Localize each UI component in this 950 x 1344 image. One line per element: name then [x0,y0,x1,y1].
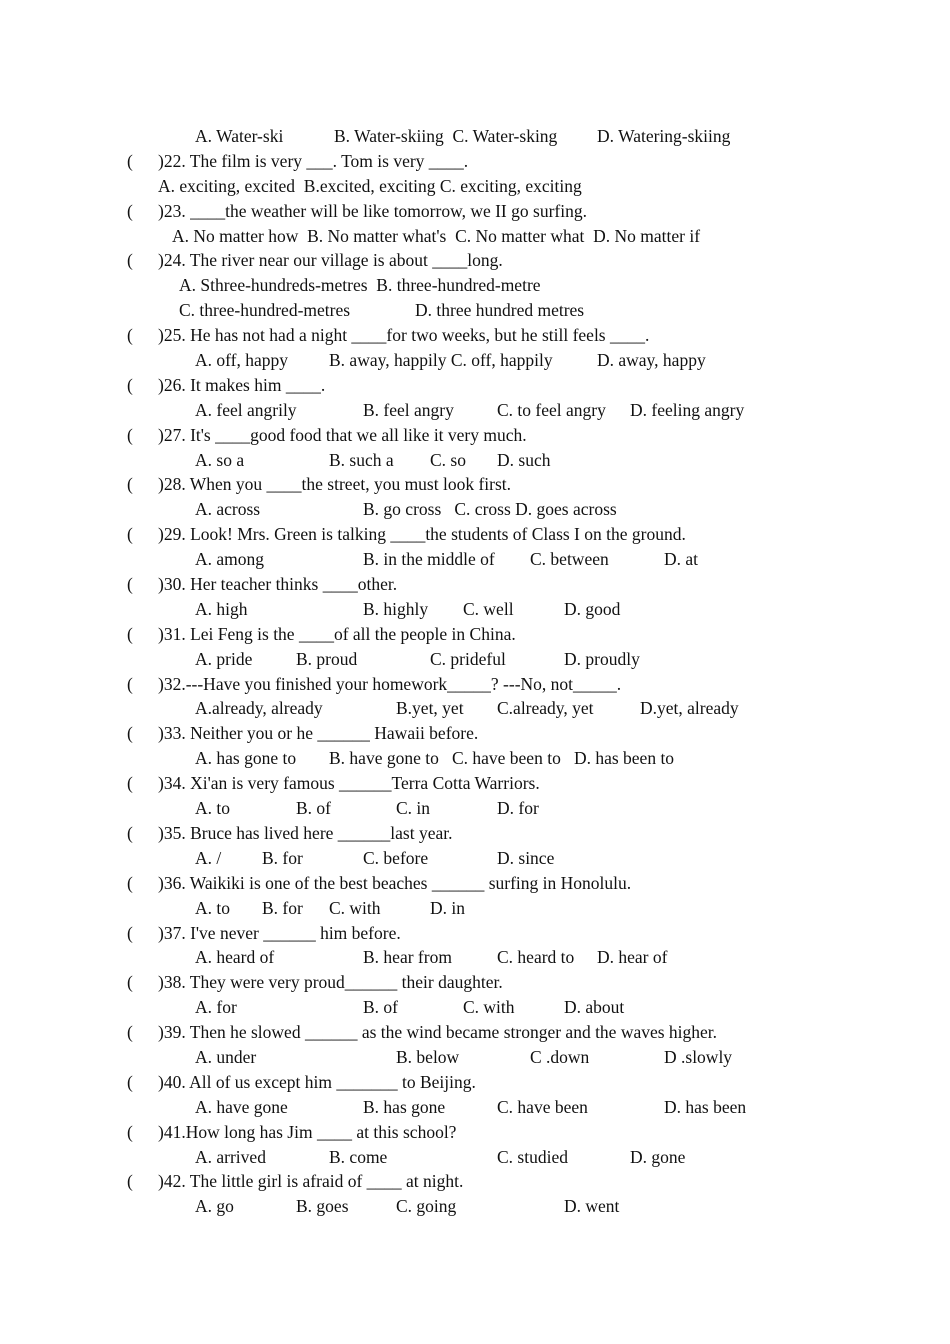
question-line [0,199,950,224]
answer-option: A. go [195,1196,234,1217]
answer-option: D. at [664,549,699,570]
answer-option: B. has gone [363,1096,446,1117]
options-line [0,1095,950,1120]
options-line [0,348,950,373]
answer-paren: ( [127,773,133,794]
options-line [0,746,950,771]
answer-option: D .slowly [664,1046,733,1067]
answer-option: B. for [262,847,303,868]
question-line [0,622,950,647]
question-text: )35. Bruce has lived here ______last year. [158,822,453,843]
answer-option: D. good [564,598,621,619]
question-line [0,373,950,398]
question-line [0,149,950,174]
answer-option: B. go cross C. cross D. goes across [363,499,617,520]
answer-paren: ( [127,524,133,545]
answer-paren: ( [127,922,133,943]
answer-option: A. Sthree-hundreds-metres B. three-hundred-metre [179,275,541,296]
answer-option: C.already, yet [497,698,594,719]
options-line [0,945,950,970]
question-line [0,1020,950,1045]
answer-option: B. highly [363,598,429,619]
options-line [0,995,950,1020]
question-text: )27. It's ____good food that we all like it very much. [158,424,527,445]
answer-option: A. Water-ski [195,126,284,146]
options-line [0,1045,950,1070]
answer-option: D. hear of [597,947,668,968]
options-line [0,273,950,298]
answer-option: A. across [195,499,261,520]
answer-option: B. Water-skiing C. Water-sking [334,126,558,146]
options-line [0,796,950,821]
answer-option: A. heard of [195,947,275,968]
answer-option: A.already, already [195,698,323,719]
answer-option: D. feeling angry [630,399,745,420]
question-text: )34. Xi'an is very famous ______Terra Cotta Warriors. [158,773,540,794]
answer-option: C. studied [497,1146,568,1167]
question-text: )28. When you ____the street, you must look first. [158,474,512,495]
question-text: )36. Waikiki is one of the best beaches ______ surfing in Honolulu. [158,872,632,893]
answer-paren: ( [127,325,133,346]
question-line [0,323,950,348]
answer-option: B. away, happily C. off, happily [329,350,553,371]
question-text: )26. It makes him ____. [158,374,326,395]
answer-option: B. below [396,1046,460,1067]
question-line [0,1120,950,1145]
answer-option: A. arrived [195,1146,266,1167]
answer-option: B. of [296,798,331,819]
answer-option: B. hear from [363,947,452,968]
answer-option: A. pride [195,648,253,669]
question-text: )37. I've never ______ him before. [158,922,401,943]
options-line [0,497,950,522]
answer-option: A. to [195,897,230,918]
answer-option: B. feel angry [363,399,454,420]
answer-paren: ( [127,250,133,271]
answer-option: B. such a [329,449,394,470]
answer-option: D. about [564,997,625,1018]
question-line [0,248,950,273]
answer-option: C. have been [497,1096,588,1117]
question-line [0,1169,950,1194]
answer-option: C. three-hundred-metres [179,300,351,321]
answer-option: A. among [195,549,265,570]
options-line [0,124,950,149]
options-line [0,1145,950,1170]
answer-paren: ( [127,673,133,694]
answer-option: C. prideful [430,648,506,669]
answer-paren: ( [127,872,133,893]
question-line [0,522,950,547]
answer-paren: ( [127,424,133,445]
options-line [0,398,950,423]
answer-option: B. goes [296,1196,349,1217]
question-text: )32.---Have you finished your homework_____? ---No, not_____. [158,673,622,694]
answer-paren: ( [127,1071,133,1092]
answer-option: D. Watering-skiing [597,126,731,146]
answer-option: A. high [195,598,248,619]
answer-paren: ( [127,623,133,644]
answer-option: D. gone [630,1146,686,1167]
answer-paren: ( [127,150,133,171]
answer-option: A. / [195,847,222,868]
options-line [0,1194,950,1219]
options-line [0,846,950,871]
answer-paren: ( [127,1022,133,1043]
answer-option: C. with [463,997,515,1018]
answer-option: C. so [430,449,466,470]
answer-option: A. feel angrily [195,399,297,420]
answer-option: B. of [363,997,398,1018]
answer-option: A. off, happy [195,350,288,371]
question-text: )24. The river near our village is about ____long. [158,250,503,271]
options-line [0,597,950,622]
answer-paren: ( [127,1171,133,1192]
answer-option: C. before [363,847,429,868]
answer-option: C .down [530,1046,590,1067]
options-line [0,896,950,921]
question-text: )40. All of us except him _______ to Beijing. [158,1071,476,1092]
options-line [0,448,950,473]
question-text: )23. ____the weather will be like tomorrow, we II go surfing. [158,200,587,221]
answer-option: A. so a [195,449,245,470]
answer-option: A. for [195,997,237,1018]
answer-option: D. in [430,897,465,918]
answer-option: B. for [262,897,303,918]
answer-option: D. has been [664,1096,747,1117]
answer-option: D. for [497,798,539,819]
question-line [0,821,950,846]
question-line [0,572,950,597]
options-line [0,224,950,249]
answer-paren: ( [127,474,133,495]
question-text: )25. He has not had a night ____for two weeks, but he still feels ____. [158,325,650,346]
options-line [0,647,950,672]
answer-paren: ( [127,374,133,395]
question-text: )41.How long has Jim ____ at this school? [158,1121,457,1142]
question-line [0,721,950,746]
answer-option: D. proudly [564,648,640,669]
question-line [0,921,950,946]
question-text: )39. Then he slowed ______ as the wind became stronger and the waves higher. [158,1022,718,1043]
answer-option: B. in the middle of [363,549,495,570]
answer-option: C. between [530,549,609,570]
answer-option: C. with [329,897,381,918]
answer-option: B. proud [296,648,358,669]
question-text: )31. Lei Feng is the ____of all the people in China. [158,623,516,644]
answer-paren: ( [127,200,133,221]
answer-paren: ( [127,972,133,993]
question-text: )29. Look! Mrs. Green is talking ____the students of Class I on the ground. [158,524,686,545]
answer-option: D. three hundred metres [415,300,585,321]
question-line [0,771,950,796]
answer-option: C. to feel angry [497,399,606,420]
answer-option: C. heard to [497,947,575,968]
answer-option: B.yet, yet [396,698,464,719]
answer-option: A. has gone to [195,748,297,769]
answer-paren: ( [127,723,133,744]
options-line [0,298,950,323]
answer-option: B. come [329,1146,388,1167]
answer-option: D. such [497,449,551,470]
question-text: )33. Neither you or he ______ Hawaii before. [158,723,479,744]
question-line [0,472,950,497]
question-line [0,672,950,697]
answer-option: A. No matter how B. No matter what's C. No matter what D. No matter if [172,225,701,246]
answer-option: C. well [463,598,514,619]
answer-option: A. to [195,798,230,819]
answer-paren: ( [127,574,133,595]
exam-page [0,124,950,1219]
question-line [0,871,950,896]
options-line [0,174,950,199]
options-line [0,547,950,572]
question-line [0,423,950,448]
answer-option: B. have gone to C. have been to D. has been to [329,748,675,769]
answer-option: A. have gone [195,1096,288,1117]
answer-option: C. going [396,1196,457,1217]
question-text: )30. Her teacher thinks ____other. [158,574,398,595]
answer-option: D.yet, already [640,698,739,719]
answer-option: D. since [497,847,555,868]
answer-option: D. went [564,1196,620,1217]
question-text: )22. The film is very ___. Tom is very ____. [158,150,469,171]
answer-option: A. under [195,1046,257,1067]
answer-paren: ( [127,1121,133,1142]
answer-option: D. away, happy [597,350,706,371]
answer-paren: ( [127,822,133,843]
question-line [0,970,950,995]
answer-option: A. exciting, excited B.excited, exciting C. exciting, exciting [158,175,582,196]
answer-option: C. in [396,798,431,819]
options-line [0,696,950,721]
question-line [0,1070,950,1095]
question-text: )42. The little girl is afraid of ____ at night. [158,1171,464,1192]
question-text: )38. They were very proud______ their daughter. [158,972,503,993]
